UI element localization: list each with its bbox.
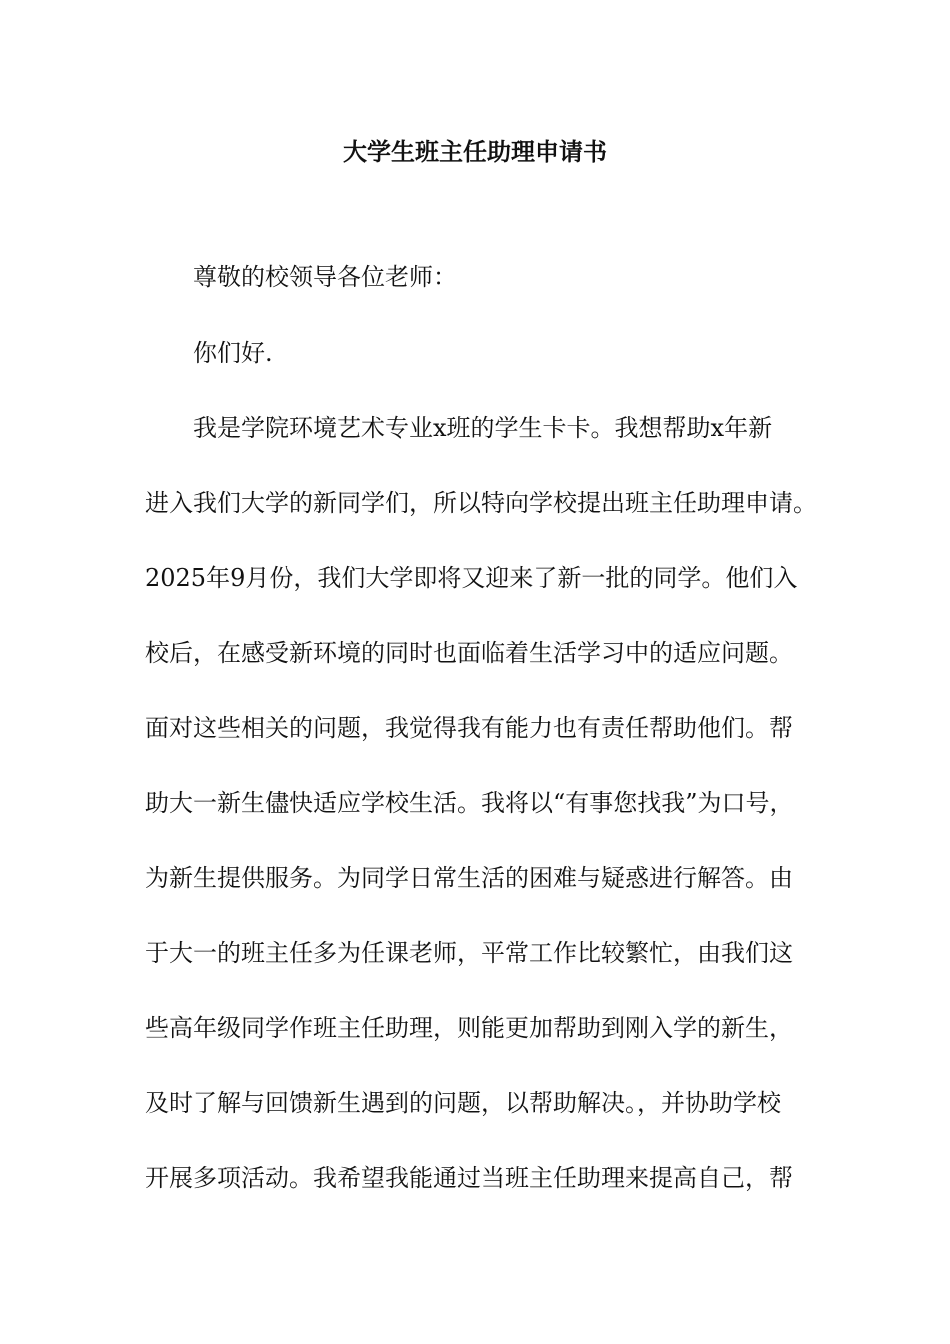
body-line-9: 些高年级同学作班主任助理，则能更加帮助到刚入学的新生， <box>145 1014 793 1042</box>
body-line-11: 开展多项活动。我希望我能通过当班主任助理来提高自己，帮 <box>145 1164 793 1192</box>
body-line-8: 于大一的班主任多为任课老师，平常工作比较繁忙，由我们这 <box>145 939 793 967</box>
body-line-5: 面对这些相关的问题，我觉得我有能力也有责任帮助他们。帮 <box>145 714 793 742</box>
document-title: 大学生班主任助理申请书 <box>343 137 607 166</box>
body-line-7: 为新生提供服务。为同学日常生活的困难与疑惑进行解答。由 <box>145 864 793 892</box>
body-line-1: 我是学院环境艺术专业x班的学生卡卡。我想帮助x年新 <box>193 414 773 442</box>
body-line-10: 及时了解与回馈新生遇到的问题，以帮助解决。，并协助学校 <box>145 1089 781 1117</box>
greeting: 你们好. <box>193 339 273 367</box>
body-line-3: 2025年9月份，我们大学即将又迎来了新一批的同学。他们入 <box>145 564 798 592</box>
body-line-2: 进入我们大学的新同学们，所以特向学校提出班主任助理申请。 <box>145 489 817 517</box>
body-line-6: 助大一新生儘快适应学校生活。我将以“有事您找我”为口号， <box>145 789 794 817</box>
body-line-4: 校后，在感受新环境的同时也面临着生活学习中的适应问题。 <box>145 639 793 667</box>
salutation: 尊敬的校领导各位老师： <box>193 263 457 291</box>
